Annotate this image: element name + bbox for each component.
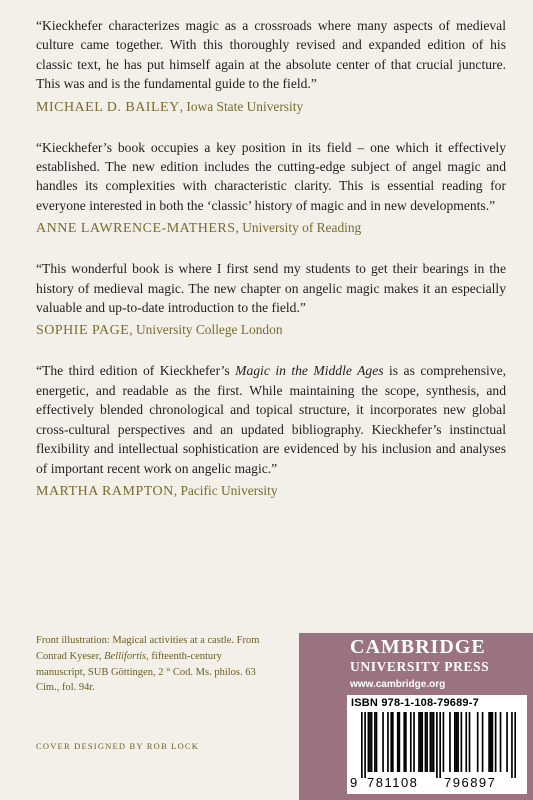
barcode-bar <box>430 712 432 772</box>
barcode-bar <box>368 712 370 772</box>
barcode-bar <box>488 712 490 772</box>
reviewer-affiliation: , University of Reading <box>235 220 362 236</box>
barcode-bar <box>376 712 378 772</box>
caption-text-end: , fifteenth-century manuscript, SUB Göttingen, 2 ° Cod. Ms. philos. 63 Cim., fol. 94r. <box>36 650 256 694</box>
barcode-bar <box>403 712 405 772</box>
barcode-bar <box>465 712 467 772</box>
quote-text: “Kieckhefer’s book occupies a key position in its field – one which it effectively established. The new edition includes the cutting-edge subject of angel magic and handles its complexities with characteristic clarity. This is essential reading for everyone interested in both the ‘classic’ history of magic and in new developments.” <box>36 139 506 213</box>
reviewer-name: MARTHA RAMPTON <box>36 483 174 499</box>
barcode-bar <box>431 712 433 772</box>
quote-text: “Kieckhefer characterizes magic as a crossroads where many aspects of medieval culture came together. With this thoroughly revised and expanded edition of his classic text, he has put himself again at the absolute center of that crucial juncture. This was and is the fundamental guide to the field.” <box>36 18 506 92</box>
barcode-bar <box>469 712 471 772</box>
quote-text-start: “The third edition of Kieckhefer’s <box>36 363 236 379</box>
barcode-bar <box>410 712 412 772</box>
barcode-bar <box>390 712 392 772</box>
barcode-bar <box>495 712 497 772</box>
barcode-bar <box>374 712 376 772</box>
barcode-first-digit: 9 <box>350 775 358 790</box>
barcode-bar <box>506 712 508 772</box>
barcode-bar <box>439 712 441 778</box>
reviewer-name: SOPHIE PAGE <box>36 323 130 339</box>
barcode-bar <box>456 712 458 772</box>
barcode-bar <box>421 712 423 772</box>
barcode-bar <box>426 712 428 772</box>
endorsement-page <box>36 259 506 341</box>
barcode-bar <box>405 712 407 772</box>
barcode-bar <box>490 712 492 772</box>
barcode-left-digits: 781108 <box>367 775 419 790</box>
book-title: Magic in the Middle Ages <box>235 363 384 379</box>
isbn-label: ISBN 978-1-108-79689-7 <box>351 697 479 709</box>
illustration-caption <box>36 633 266 696</box>
barcode-bar <box>457 712 459 772</box>
quote-attribution <box>36 320 506 341</box>
barcode-bar <box>413 712 415 772</box>
quote-text <box>36 361 506 477</box>
cover-credit: COVER DESIGNED BY ROB LOCK <box>36 741 200 751</box>
barcode-bar <box>511 712 513 778</box>
reviewer-affiliation: , Iowa State University <box>179 98 304 114</box>
endorsement-lawrence-mathers <box>36 138 506 240</box>
reviewer-affiliation: , Pacific University <box>173 482 278 498</box>
barcode-bar <box>382 712 384 772</box>
barcode-bar <box>420 712 422 772</box>
barcode-bar <box>433 712 435 772</box>
barcode-bar <box>399 712 401 772</box>
barcode-bar <box>477 712 479 772</box>
manuscript-title: Bellifortis <box>104 650 147 662</box>
barcode-bar <box>454 712 456 772</box>
publisher-name: CAMBRIDGE <box>350 636 486 658</box>
quote-text: “This wonderful book is where I first send my students to get their bearings in the history of medieval magic. The new chapter on angelic magic makes it an especially valuable and up-to-date introduction to the field.” <box>36 261 506 316</box>
barcode-bar <box>443 712 445 772</box>
caption-text-start: Front illustration: Magical activities at a castle. From Conrad Kyeser, <box>36 635 260 662</box>
barcode-bar <box>387 712 389 772</box>
publisher-url: www.cambridge.org <box>350 679 446 690</box>
barcode-bar <box>371 712 373 772</box>
barcode-bar <box>436 712 438 778</box>
reviewer-name: ANNE LAWRENCE-MATHERS <box>36 221 236 237</box>
barcode-icon <box>361 712 516 778</box>
quote-attribution <box>36 97 506 118</box>
barcode-bar <box>492 712 494 772</box>
barcode-panel <box>347 695 527 794</box>
quote-attribution <box>36 481 506 502</box>
barcode-bar <box>361 712 363 778</box>
barcode-bar <box>364 712 366 778</box>
barcode-bar <box>425 712 427 772</box>
barcode-bar <box>482 712 484 772</box>
barcode-bar <box>418 712 420 772</box>
reviewer-affiliation: , University College London <box>129 322 283 338</box>
barcode-bar <box>461 712 463 772</box>
endorsements <box>36 16 506 522</box>
barcode-bar <box>397 712 399 772</box>
quote-attribution <box>36 218 506 239</box>
endorsement-bailey <box>36 16 506 118</box>
barcode-bar <box>369 712 371 772</box>
endorsement-rampton <box>36 361 506 501</box>
quote-text-end: is as comprehensive, energetic, and readable as the first. While maintaining the scope, synthesis, and effectively blended chronological and topical structure, it incorporates new global cross-cultural perspectives and an updated bibliography. Kieckhefer’s instinctual flexibility and intellectual sophistication are evidenced by his inclusion and analyses of important recent work on angelic magic.” <box>36 363 507 476</box>
reviewer-name: MICHAEL D. BAILEY <box>36 99 180 115</box>
barcode-bar <box>500 712 502 772</box>
barcode-bar <box>392 712 394 772</box>
barcode-right-digits: 796897 <box>444 775 497 790</box>
barcode-bar <box>449 712 451 772</box>
barcode-bar <box>514 712 516 778</box>
publisher-press: UNIVERSITY PRESS <box>350 659 490 674</box>
